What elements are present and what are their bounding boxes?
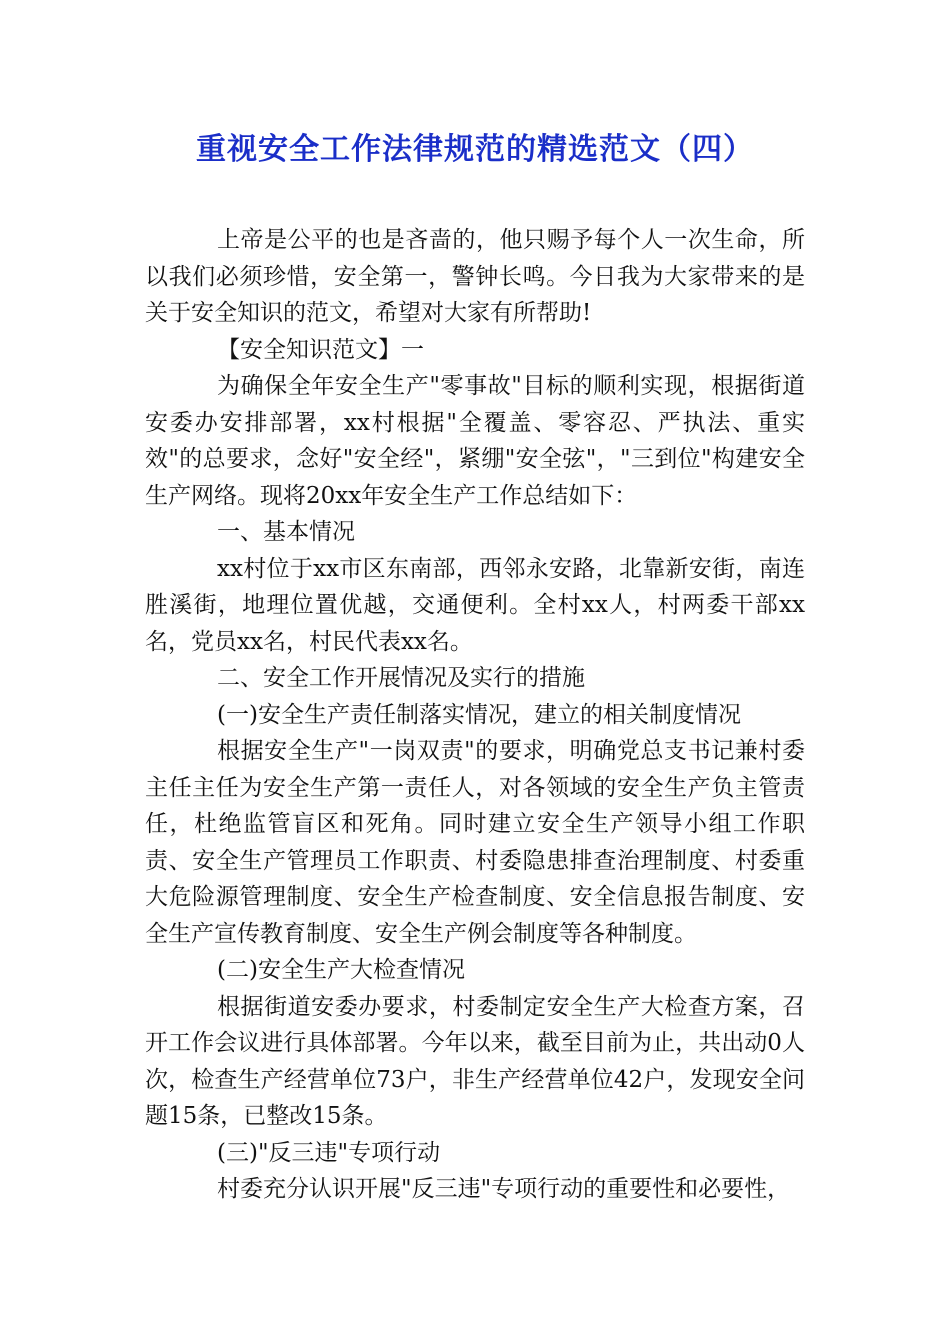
paragraph-anti-violation: 村委充分认识开展"反三违"专项行动的重要性和必要性， (217, 1176, 791, 1202)
paragraph-responsibility: 根据安全生产"一岗双责"的要求，明确党总支书记兼村委主任主任为安全生产第一责任人，对各领域的安全生产负主管责任，杜绝监管盲区和死角。同时建立安全生产领导小组工作职责、安全生产管理员工作职责、村委隐患排查治理制度、村委重大危险源管理制度、安全生产检查制度、安全信息报告制度、安全生产宣传教育制度、安全生产例会制度等各种制度。 (145, 738, 805, 947)
paragraph-intro: 上帝是公平的也是吝啬的，他只赐予每个人一次生命，所以我们必须珍惜，安全第一，警钟长鸣。今日我为大家带来的是关于安全知识的范文，希望对大家有所帮助! (145, 227, 805, 326)
paragraph-inspection: 根据街道安委办要求，村委制定安全生产大检查方案，召开工作会议进行具体部署。今年以来，截至目前为止，共出动0人次，检查生产经营单位73户，非生产经营单位42户，发现安全问题15条，已整改15条。 (145, 993, 805, 1129)
subheading-inspection: (二)安全生产大检查情况 (217, 957, 465, 983)
paragraph-purpose: 为确保全年安全生产"零事故"目标的顺利实现，根据街道安委办安排部署，xx村根据"全覆盖、零容忍、严执法、重实效"的总要求，念好"安全经"，紧绷"安全弦"，"三到位"构建安全生产网络。现将20xx年安全生产工作总结如下： (145, 373, 805, 509)
document-title: 重视安全工作法律规范的精选范文（四） (196, 132, 754, 167)
subheading-responsibility: (一)安全生产责任制落实情况，建立的相关制度情况 (217, 701, 741, 728)
heading-basic-info: 一、基本情况 (217, 519, 355, 545)
heading-measures: 二、安全工作开展情况及实行的措施 (217, 665, 585, 691)
document-body (145, 222, 805, 1208)
paragraph-basic-info: xx村位于xx市区东南部，西邻永安路，北靠新安街，南连胜溪街，地理位置优越，交通便利。全村xx人，村两委干部xx名，党员xx名，村民代表xx名。 (145, 555, 805, 655)
section-heading-sample-1: 【安全知识范文】一 (217, 336, 424, 363)
subheading-anti-violation: (三)"反三违"专项行动 (217, 1139, 441, 1166)
